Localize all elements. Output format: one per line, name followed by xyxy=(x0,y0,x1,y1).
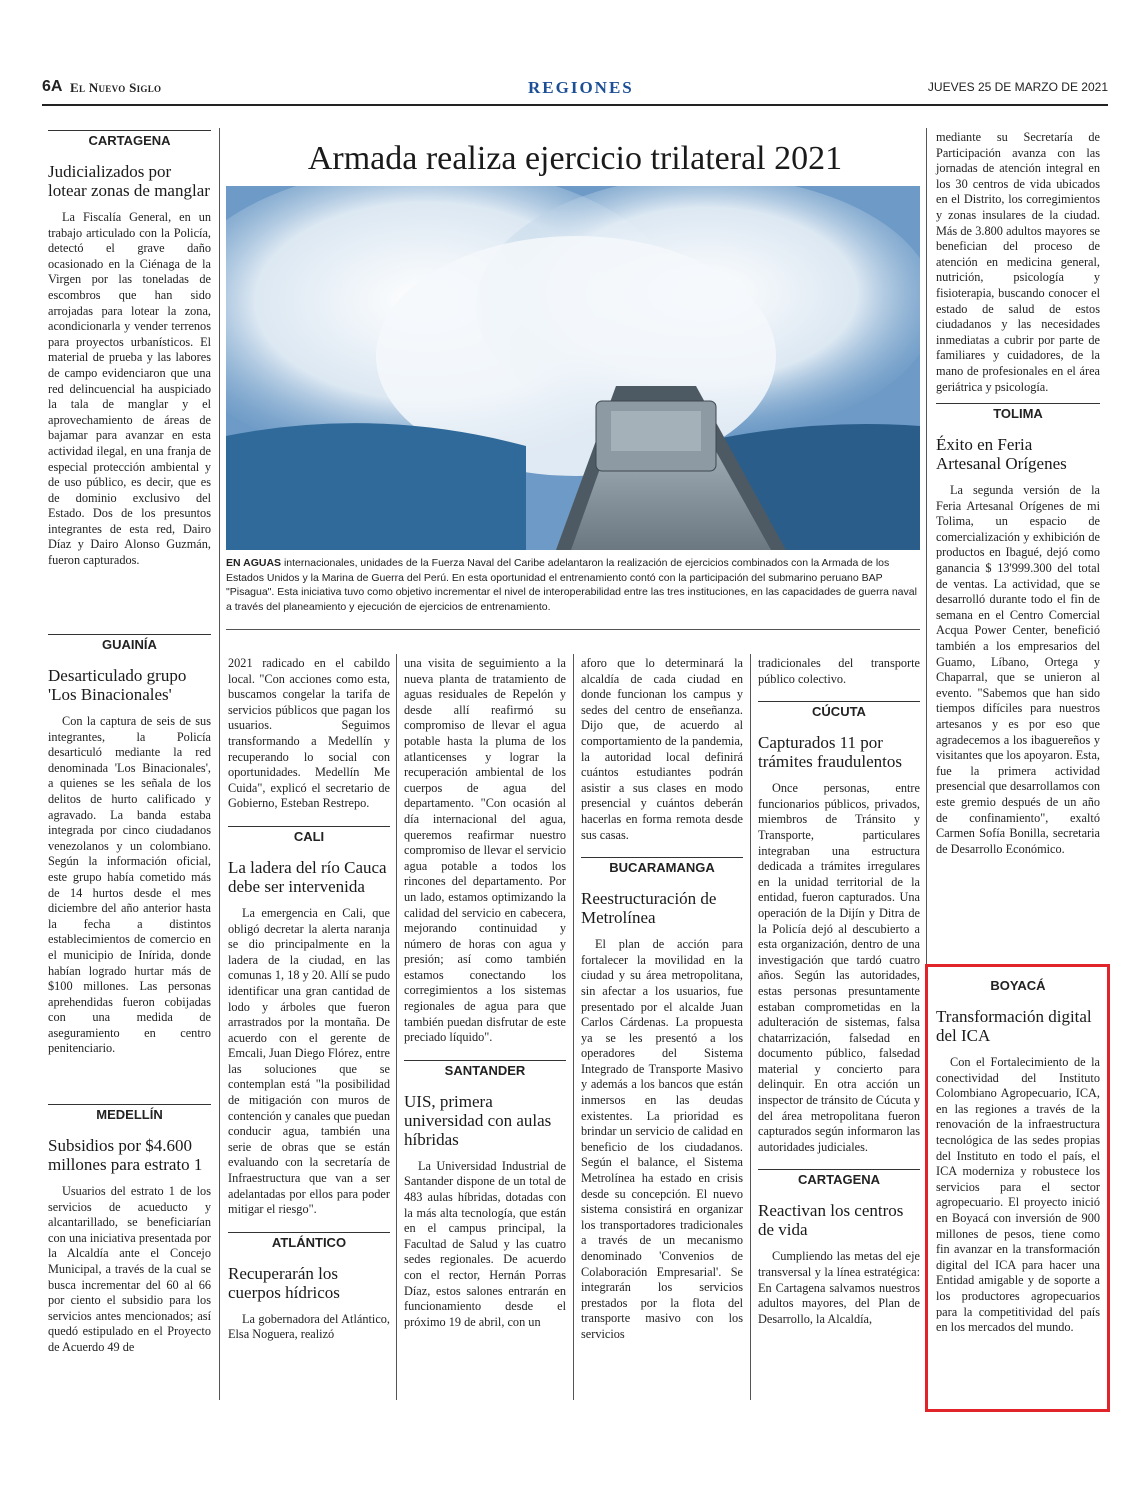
newspaper-name: El Nuevo Siglo xyxy=(70,80,162,95)
column-divider xyxy=(573,654,574,1400)
column-divider xyxy=(396,654,397,1400)
article-body: una visita de seguimiento a la nueva planta de tratamiento de aguas residuales de Repelón y desde allí reafirmó su compromiso de llevar el agua potable hasta la pluma de los atlanticenses y lograr la recuperación ambiental de los cuerpos de agua del departamento. "Con ocasión al día internacional del agua, queremos reafirmar nuestro compromiso de llevar el servicio agua potable a todos los rincones del departamento. Por un lado, estamos optimizando la calidad del servicio en cabecera, mejorando continuidad y número de horas con agua y presión; así como también estamos conectando los corregimientos a los sistemas regionales de agua para que también puedan disfrutar de este preciado líquido". xyxy=(404,656,566,1045)
article-body: Cumpliendo las metas del eje transversal y la línea estratégica: En Cartagena salvamos nuestros adultos mayores, del Plan de Desarrollo, la Alcaldía, xyxy=(758,1249,920,1326)
article-body: tradicionales del transporte público colectivo. xyxy=(758,656,920,686)
article-column-3 xyxy=(404,656,566,1330)
section-title: REGIONES xyxy=(528,78,634,97)
article-column-2 xyxy=(228,656,390,1343)
article-headline: Judicializados por lotear zonas de manglar xyxy=(48,162,210,200)
article-body: Once personas, entre funcionarios públicos, privados, miembros de Tránsito y Transporte, particulares integraban una estructura dedicada a trámites irregulares en la unidad territorial de la entidad, fueron capturados. Una operación de la Dijín y Ditra de la Policía dejó al descubierto a esta organización, dentro de una investigación que tardó cuatro años. Según las autoridades, estas personas presuntamente estaban comprometidas en la adulteración de sistemas, falsa chatarrización, falsedad en documento público, falsedad material y concierto para delinquir. En otra acción un inspector de tránsito de Cúcuta y del área metropolitana fueron capturados según informaron las autoridades judiciales. xyxy=(758,781,920,1154)
article-boyaca xyxy=(936,976,1100,1336)
section-label: CARTAGENA xyxy=(758,1169,920,1187)
article-headline: La ladera del río Cauca debe ser intervenida xyxy=(228,857,387,896)
section-label: CÚCUTA xyxy=(758,701,920,719)
article-body: La segunda versión de la Feria Artesanal Orígenes de mi Tolima, un espacio de comercialización y exhibición de productos en Ibagué, dejó como ganancia $ 13'999.300 del total de ventas. La actividad, que se desarrolló durante todo el fin de semana en el Centro Comercial Acqua Power Center, benefició también a los empresarios del Guamo, Líbano, Ortega y Chaparral, que se unieron al evento. "Sabemos que han sido tiempos difíciles para nuestros artesanos y es por eso que agradecemos a los ibaguereños y visitantes que los apoyaron. Esta, fue la primera actividad presencial que desarrollamos con este gremio después de un año de confinamiento", exaltó Carmen Sofía Bonilla, secretaria de Desarrollo Económico. xyxy=(936,483,1100,856)
article-body: aforo que lo determinará la alcaldía de cada ciudad en donde funcionan los campus y sedes del centro de enseñanza. Dijo que, de acuerdo al comportamiento de la pandemia, la autoridad local definirá cuántos estudiantes podrán asistir a sus clases en modo presencial y cuántos deberán hacerlas en forma remota desde sus casas. xyxy=(581,656,743,842)
photo-rule xyxy=(226,629,920,630)
section-label: TOLIMA xyxy=(936,403,1100,421)
issue-date: JUEVES 25 DE MARZO DE 2021 xyxy=(927,80,1108,94)
article-body: mediante su Secretaría de Participación avanza con las jornadas de atención integral en los 30 centros de vida ubicados en el Distrito, los corregimientos y zonas insulares de la ciudad. Más de 3.800 adultos mayores se benefician del proceso de atención en medicina general, nutrición, psicología y fisioterapia, buscando conocer el estado de salud de estos ciudadanos y las necesidades inmediatas a cubrir por parte de familiares y cuidadores, de la mano de profesionales en el área geriátrica y psicología. xyxy=(936,130,1100,394)
masthead xyxy=(42,78,1108,102)
section-label: BOYACÁ xyxy=(990,978,1046,993)
article-column-6 xyxy=(936,130,1100,857)
masthead-rule xyxy=(42,104,1108,106)
article-body: La gobernadora del Atlántico, Elsa Noguera, realizó xyxy=(228,1311,390,1342)
navy-ship-photo xyxy=(226,186,920,550)
column-divider xyxy=(219,128,220,1400)
article-body: El plan de acción para fortalecer la movilidad en la ciudad y su área metropolitana, sin afectar a los usuarios, fue presentado por el alcalde Juan Carlos Cárdenas. La propuesta ya se les presentó a los operadores del Sistema Integrado de Transporte Masivo y además a los bancos que están inmersos en las deudas existentes. La prioridad es brindar un servicio de calidad en beneficio de los ciudadanos. Según el balance, el Sistema Metrolínea ha estado en crisis desde su concepción. El nuevo sistema consistirá en organizar los transportadores tradicionales a través de un mecanismo denominado 'Convenios de Colaboración Empresarial'. Se integrarán los servicios prestados por la flota del transporte masivo con los servicios xyxy=(581,937,743,1341)
article-headline: Transformación digital del ICA xyxy=(936,1007,1092,1045)
article-headline: Desarticulado grupo 'Los Binacionales' xyxy=(48,666,187,704)
article-headline: Recuperarán los cuerpos hídricos xyxy=(228,1263,340,1302)
section-label: GUAINÍA xyxy=(48,634,211,652)
photo-illustration xyxy=(226,186,920,550)
section-label: CALI xyxy=(228,826,390,844)
article-body: Con la captura de seis de sus integrantes, la Policía desarticuló mediante la red denominada 'Los Binacionales', a quienes se les señala de los delitos de hurto calificado y agravado. La banda estaba integrada por cinco ciudadanos venezolanos y un colombiano. Según la información oficial, este grupo había cometido más de 14 hurtos desde el mes diciembre del año anterior hasta la fecha a distintos establecimientos de comercio en el municipio de Inírida, donde habían logrado hurtar más de $100 millones. Las personas aprehendidas fueron cobijadas con una medida de aseguramiento en centro penitenciario. xyxy=(48,714,211,1056)
article-body: La Fiscalía General, en un trabajo articulado con la Policía, detectó el grave daño ocasionado en la Ciénaga de la Virgen por las toneladas de escombros que han sido arrojadas para lotear la zona, acondicionarla y vender terrenos para proyectos urbanísticos. El material de prueba y las labores de campo evidenciaron que una red delincuencial ha auspiciado la tala de manglar y el aprovechamiento de áreas de bajamar para avanzar en esta actividad ilegal, en una franja de especial protección ambiental y de uso público, es decir, que es de dominio exclusivo del Estado. Dos de los presuntos integrantes de esta red, Dairo Díaz y Dairo Alonso Guzmán, fueron capturados. xyxy=(48,210,211,568)
article-guainia xyxy=(48,634,211,1057)
article-headline: Éxito en Feria Artesanal Orígenes xyxy=(936,435,1067,474)
main-headline: Armada realiza ejercicio trilateral 2021 xyxy=(307,140,843,177)
article-headline: Reactivan los centros de vida xyxy=(758,1201,904,1240)
section-label: CARTAGENA xyxy=(48,130,211,148)
section-label: MEDELLÍN xyxy=(48,1104,211,1122)
section-label: BUCARAMANGA xyxy=(581,857,743,875)
section-label: SANTANDER xyxy=(404,1060,566,1078)
article-column-5 xyxy=(758,656,920,1327)
article-body: La emergencia en Cali, que obligó decretar la alerta naranja se dio principalmente en la ladera de la ciudad, en las comunas 1, 18 y 20. Allí se pudo identificar una gran cantidad de lodo y árboles que fueron arrastrados por la montaña. De acuerdo con el gerente de Emcali, Juan Diego Flórez, entre las soluciones que se contemplan está "la posibilidad de mitigación con muros de contención y canales que puedan conducir agua, también una serie de obras que se están evaluando con la secretaría de Infraestructura que van a ser adelantadas por ellos para poder mitigar el riesgo". xyxy=(228,905,390,1217)
article-body: Con el Fortalecimiento de la conectividad del Instituto Colombiano Agropecuario, ICA, en las regiones a través de la renovación de la infraestructura tecnológica de las sedes propias del Instituto en todo el país, el ICA moderniza y robustece los servicios para el sector agropecuario. El proyecto inició en Boyacá con inversión de 900 millones de pesos, tiene como fin avanzar en la transformación digital del ICA para hacer una Entidad amigable y de soporte a los productores agropecuarios para la competitividad del país en los mercados del mundo. xyxy=(936,1055,1100,1335)
section-label: ATLÁNTICO xyxy=(228,1232,390,1250)
article-body: Usuarios del estrato 1 de los servicios de acueducto y alcantarillado, se beneficiarían con una iniciativa presentada por la Alcaldía ante el Concejo Municipal, a través de la cual se busca incrementar del 60 al 66 por ciento el subsidio para los servicios antes mencionados; así quedó estipulado en el Proyecto de Acuerdo 49 de xyxy=(48,1184,211,1354)
photo-caption xyxy=(226,556,920,614)
article-body: La Universidad Industrial de Santander dispone de un total de 483 aulas híbridas, dotadas con la más alta tecnología, que están en el campus principal, la Facultad de Salud y las cuatro sedes regionales. De acuerdo con el rector, Hernán Porras Díaz, estos salones entrarán en funcionamiento desde el próximo 19 de abril, con un xyxy=(404,1158,566,1329)
column-divider xyxy=(926,128,927,964)
article-medellin xyxy=(48,1104,211,1356)
article-column-4 xyxy=(581,656,743,1343)
article-headline: UIS, primera universidad con aulas híbridas xyxy=(404,1091,552,1149)
article-cartagena xyxy=(48,130,211,569)
caption-lead: EN AGUAS xyxy=(226,557,282,569)
article-headline: Capturados 11 por trámites fraudulentos xyxy=(758,733,902,772)
column-divider xyxy=(750,654,751,1400)
article-body: 2021 radicado en el cabildo local. "Con acciones como esta, buscamos congelar la tarifa de servicios públicos que pagan los usuarios. Seguimos transformando a Medellín y recuperando lo social con oportunidades. Medellín Me Cuida", explicó el secretario de Gobierno, Esteban Restrepo. xyxy=(228,656,390,811)
caption-text: internacionales, unidades de la Fuerza Naval del Caribe adelantaron la realización de ejercicios combinados con la Armada de los Estados Unidos y la Marina de Guerra del Perú. En esta oportunidad el entrenamiento contó con la participación del submarino peruano BAP "Pisagua". Esta iniciativa tuvo como objetivo incrementar el nivel de interoperabilidad entre las tres instituciones, en las capacidades de guerra naval a través del planeamiento y ejecución de ejercicios de entrenamiento. xyxy=(226,557,917,613)
article-headline: Subsidios por $4.600 millones para estrato 1 xyxy=(48,1136,203,1174)
article-headline: Reestructuración de Metrolínea xyxy=(581,889,717,928)
page-number: 6A xyxy=(42,78,63,95)
